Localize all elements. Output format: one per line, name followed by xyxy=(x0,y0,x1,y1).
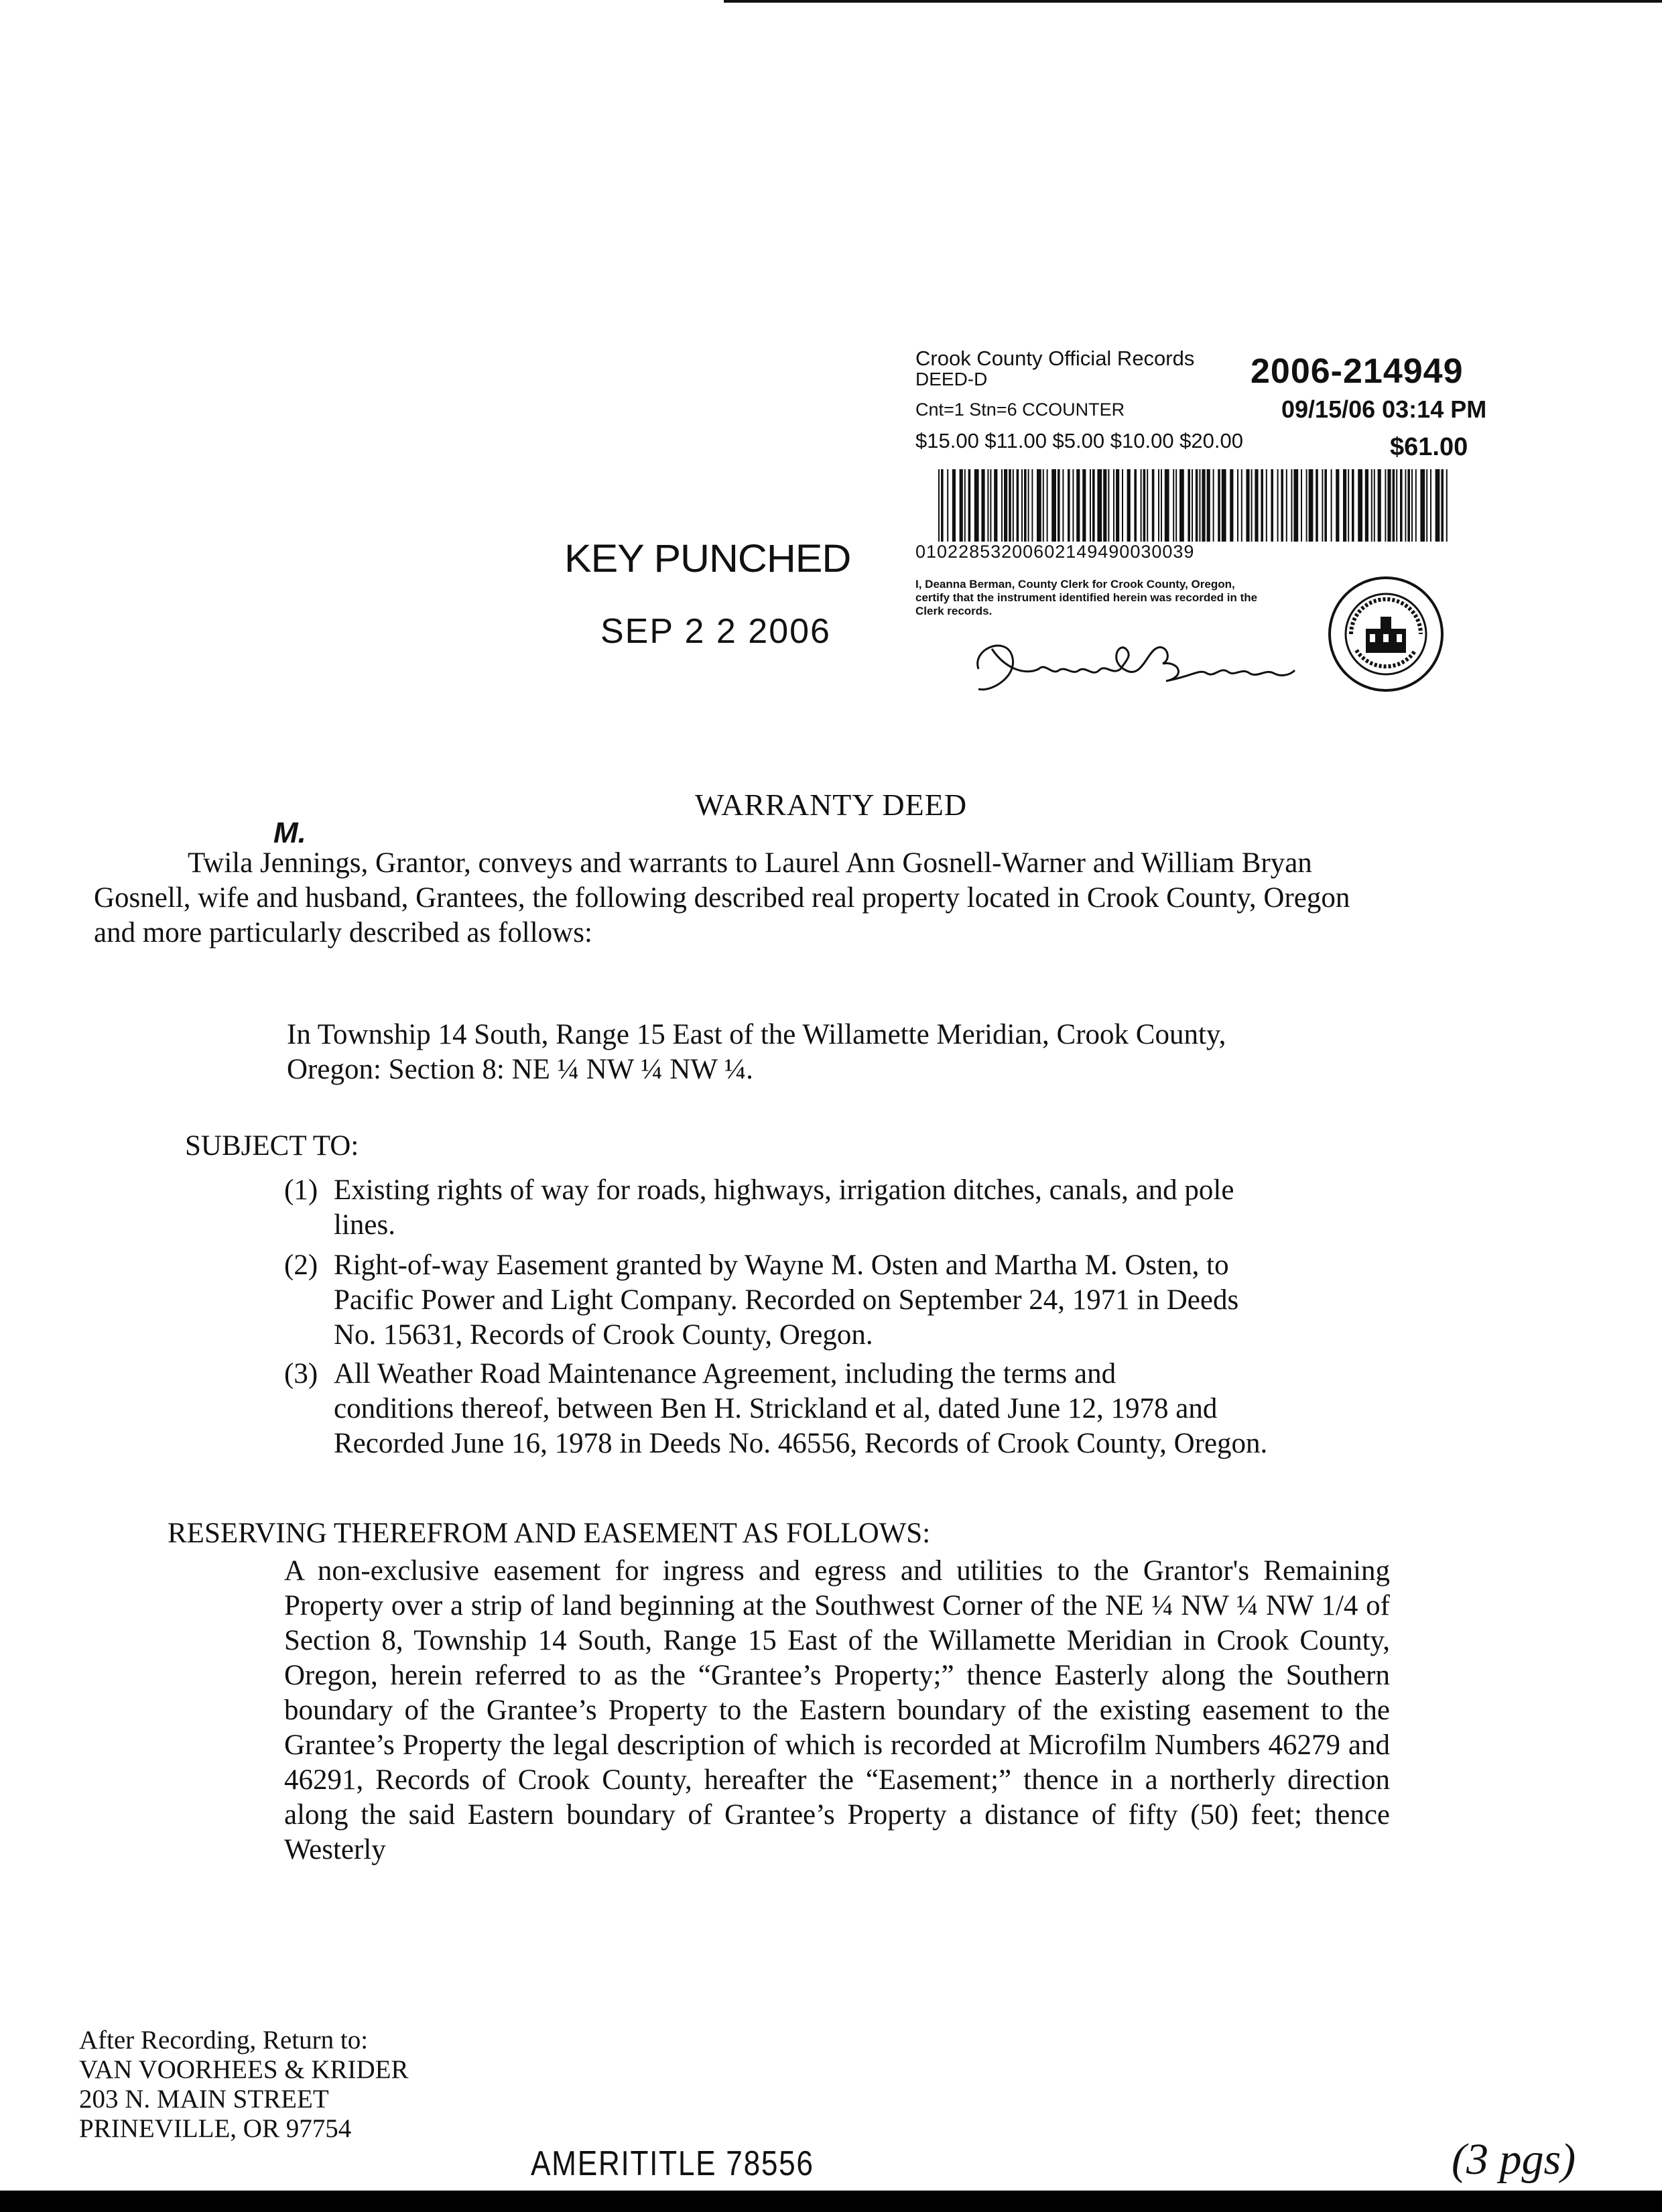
grant-line: Gosnell, wife and husband, Grantees, the following described real property located in Crook County, Oregon xyxy=(94,882,1350,914)
key-punched-date: SEP 2 2 2006 xyxy=(600,612,831,651)
grant-line: and more particularly described as follows: xyxy=(94,917,592,948)
recording-number: 2006-214949 xyxy=(1251,352,1464,391)
subject-item xyxy=(284,1248,1397,1353)
recording-type: DEED-D xyxy=(915,369,988,389)
item-number: (1) xyxy=(284,1174,318,1206)
clerk-certification: I, Deanna Berman, County Clerk for Crook County, Oregon, certify that the instrument identified herein was recorded in the Clerk records. xyxy=(915,578,1258,617)
grant-line: Twila Jennings, Grantor, conveys and warrants to Laurel Ann Gosnell-Warner and William Bryan xyxy=(188,847,1312,879)
item-line: conditions thereof, between Ben H. Strickland et al, dated June 12, 1978 and xyxy=(334,1393,1218,1424)
key-punched-stamp: KEY PUNCHED xyxy=(564,537,851,580)
subject-item xyxy=(284,1357,1397,1461)
legal-line: In Township 14 South, Range 15 East of the Willamette Meridian, Crook County, xyxy=(287,1019,1226,1050)
recording-counter: Cnt=1 Stn=6 CCOUNTER xyxy=(915,400,1125,420)
document-title: WARRANTY DEED xyxy=(694,788,968,822)
return-line: PRINEVILLE, OR 97754 xyxy=(79,2114,352,2143)
recording-office: Crook County Official Records xyxy=(915,347,1195,370)
item-line: All Weather Road Maintenance Agreement, including the terms and xyxy=(334,1358,1116,1390)
legal-line: Oregon: Section 8: NE ¼ NW ¼ NW ¼. xyxy=(287,1054,753,1085)
easement-description: A non-exclusive easement for ingress and egress and utilities to the Grantor's Remaining Property over a strip of land beginning at the Southwest Corner of the NE ¼ NW ¼ NW 1/4 of Section 8, Township 14 South, Range 15 East of the Willamette Meridian in Crook County, Oregon, herein referred to as the “Grantee’s Property;” thence Easterly along the Southern boundary of the Grantee’s Property to the Eastern boundary of the existing easement to the Grantee’s Property the legal description of which is recorded at Microfilm Numbers 46279 and 46291, Records of Crook County, hereafter the “Easement;” thence in a northerly direction along the said Eastern boundary of Grantee’s Property a distance of fifty (50) feet; thence Westerly xyxy=(284,1555,1390,1865)
recording-fees: $15.00 $11.00 $5.00 $10.00 $20.00 xyxy=(915,429,1243,452)
county-seal-icon xyxy=(1327,575,1445,693)
item-number: (3) xyxy=(284,1358,318,1390)
clerk-signature xyxy=(965,629,1300,709)
barcode-image xyxy=(938,469,1448,542)
subject-item xyxy=(284,1173,1397,1243)
return-line: 203 N. MAIN STREET xyxy=(79,2085,329,2113)
item-line: No. 15631, Records of Crook County, Oregon. xyxy=(334,1319,873,1351)
item-line: Recorded June 16, 1978 in Deeds No. 46556, Records of Crook County, Oregon. xyxy=(334,1428,1268,1459)
item-line: Pacific Power and Light Company. Recorded on September 24, 1971 in Deeds xyxy=(334,1284,1239,1316)
item-line: Right-of-way Easement granted by Wayne M. Osten and Martha M. Osten, to xyxy=(334,1249,1229,1281)
handwritten-initial: M. xyxy=(273,816,306,849)
recording-total: $61.00 xyxy=(1390,433,1468,461)
grant-paragraph xyxy=(94,846,1544,950)
reserving-heading: RESERVING THEREFROM AND EASEMENT AS FOLLOWS: xyxy=(168,1518,931,1549)
handwritten-page-count: (3 pgs) xyxy=(1452,2135,1576,2184)
recording-datetime: 09/15/06 03:14 PM xyxy=(1281,395,1487,423)
bottom-edge-band xyxy=(0,2191,1662,2212)
legal-description xyxy=(287,1018,1426,1087)
return-line: After Recording, Return to: xyxy=(79,2026,369,2054)
item-line: lines. xyxy=(334,1209,395,1241)
subject-to-heading: SUBJECT TO: xyxy=(185,1130,359,1162)
item-line: Existing rights of way for roads, highways, irrigation ditches, canals, and pole xyxy=(334,1174,1234,1206)
return-line: VAN VOORHEES & KRIDER xyxy=(79,2055,409,2084)
item-number: (2) xyxy=(284,1249,318,1281)
barcode-number: 01022853200602149490030039 xyxy=(915,542,1195,562)
return-address xyxy=(79,2026,409,2144)
top-edge-line xyxy=(724,0,1662,3)
title-company-stamp: AMERITITLE 78556 xyxy=(531,2144,814,2183)
